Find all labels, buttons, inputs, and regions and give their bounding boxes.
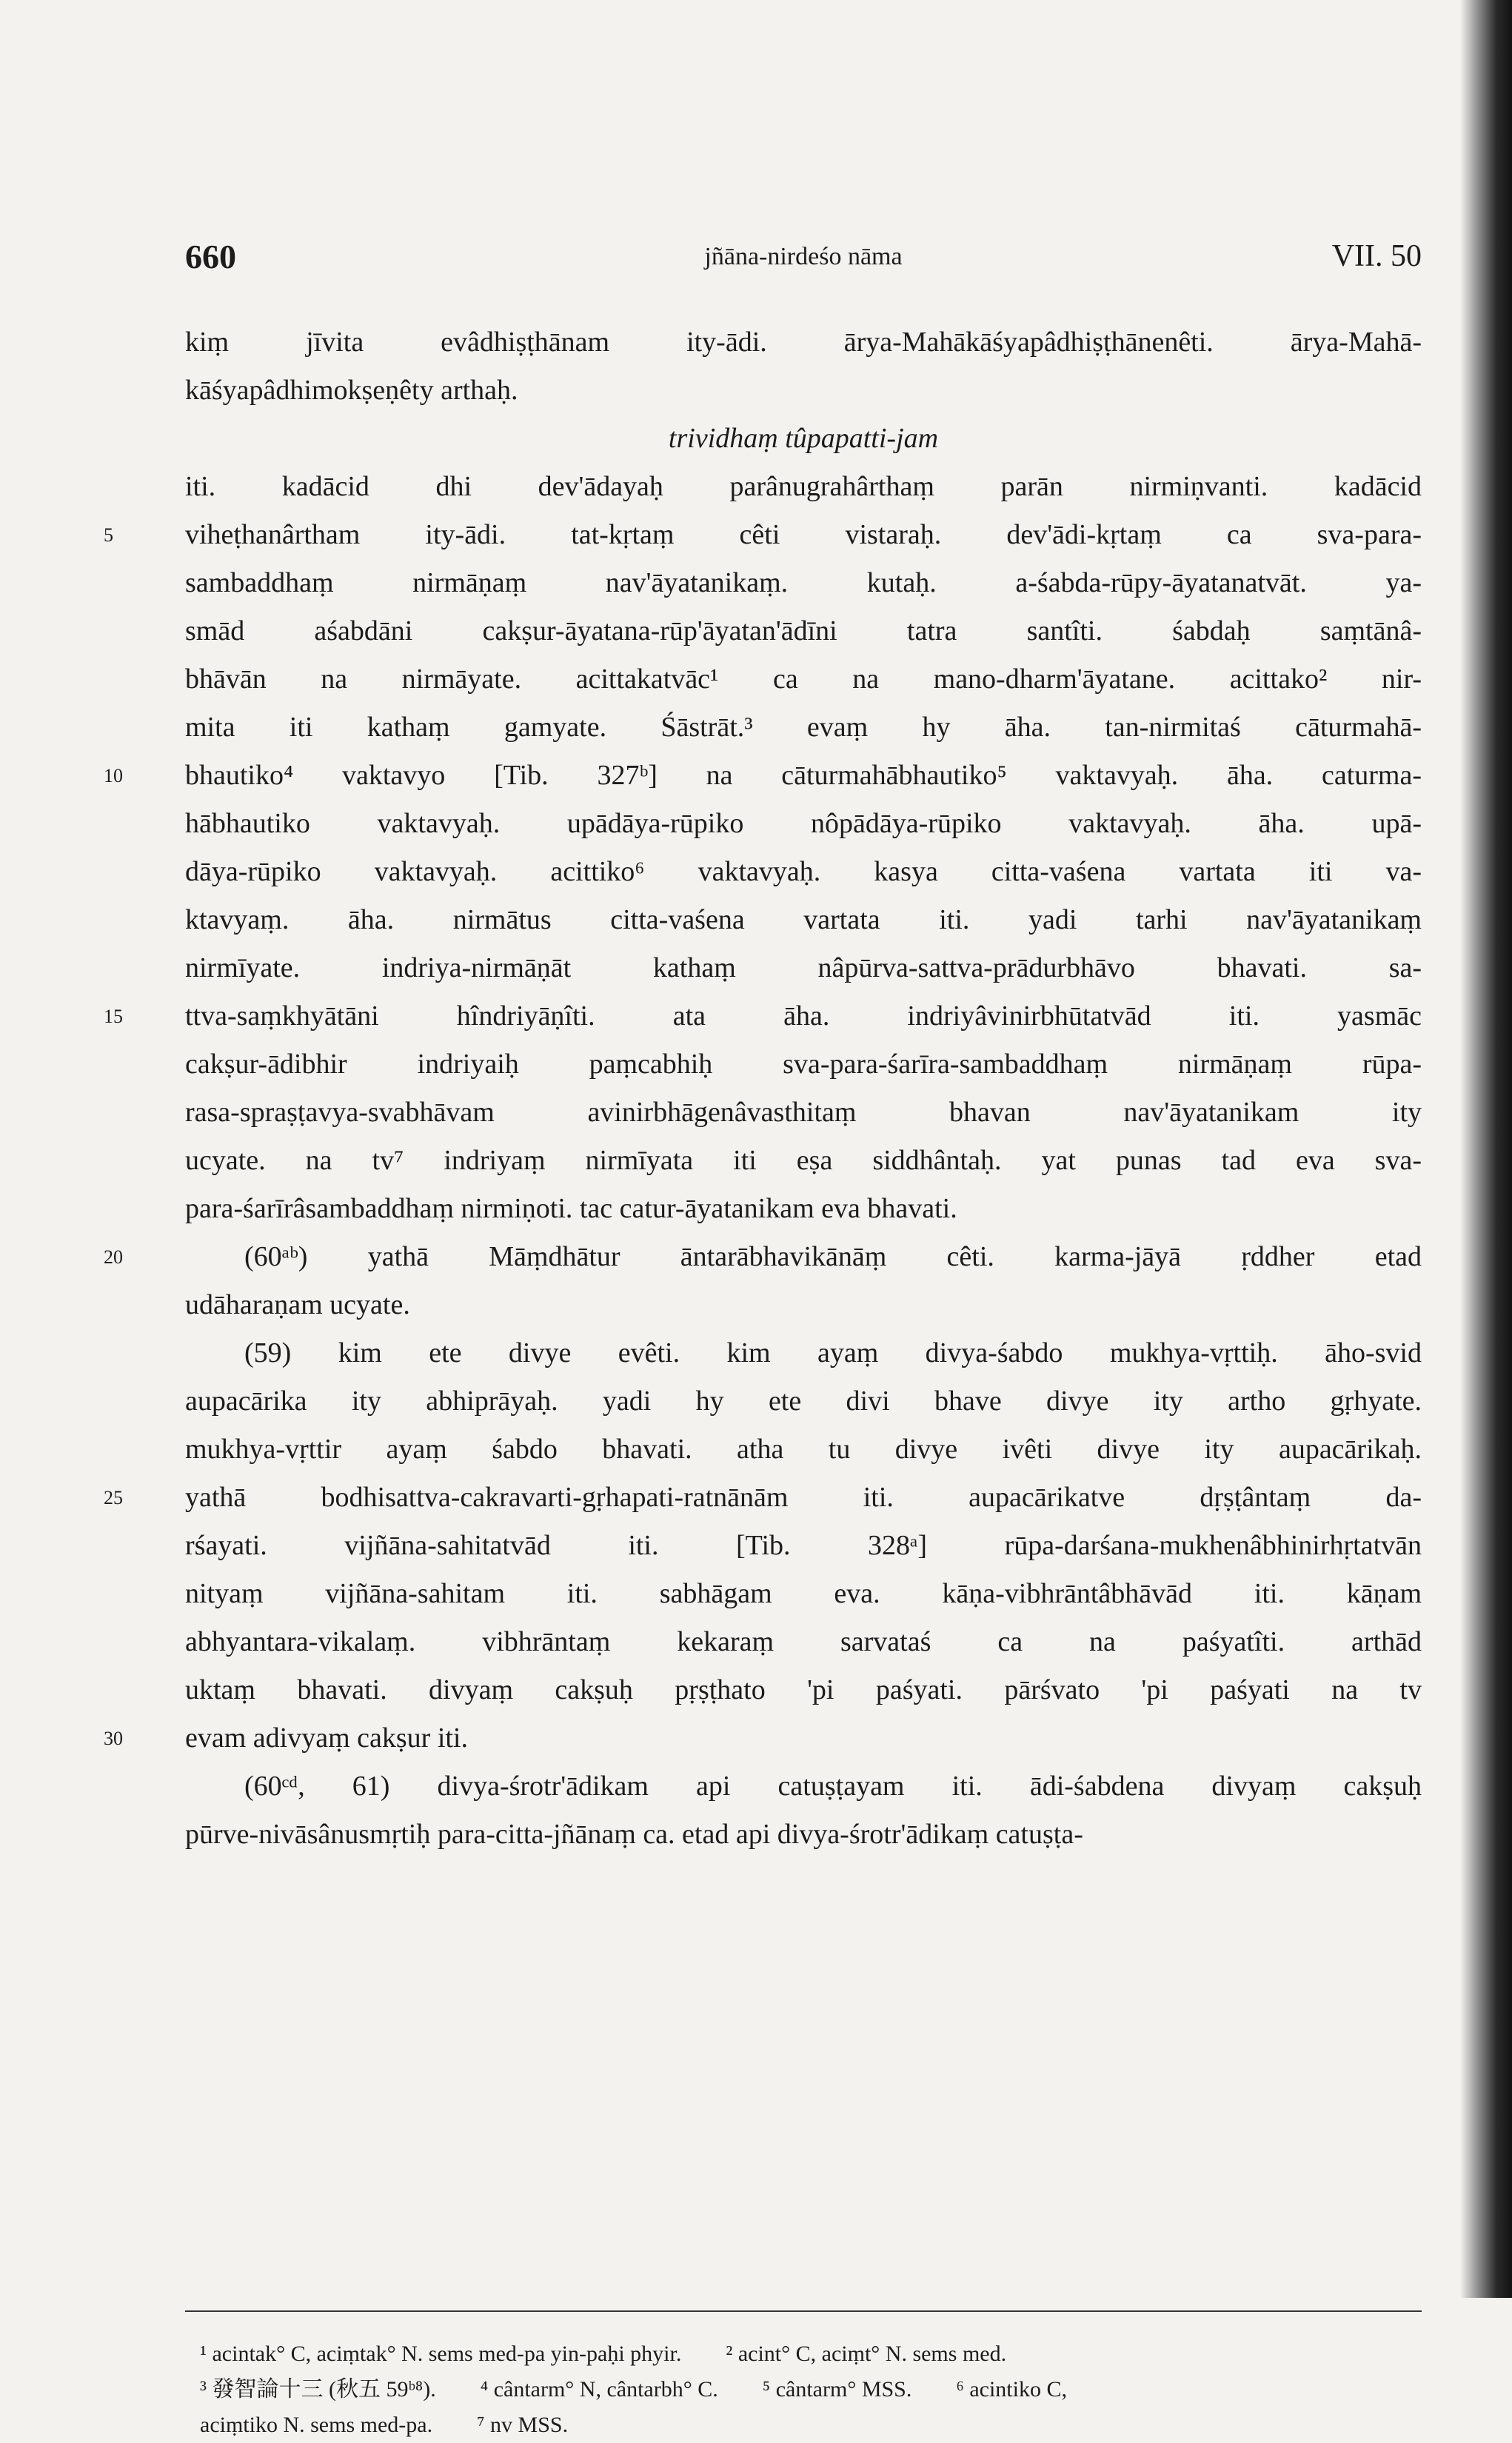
text-line xyxy=(104,1233,1422,1281)
footnote: ³ 發智論十三 (秋五 59ᵇ⁸). xyxy=(200,2377,436,2402)
line-text: sambaddhaṃ nirmāṇaṃ nav'āyatanikaṃ. kutaḥ. a-śabda-rūpy-āyatanatvāt. ya- xyxy=(185,567,1422,598)
main-text xyxy=(104,318,1422,1859)
text-line xyxy=(185,607,1422,655)
text-line xyxy=(185,704,1422,752)
line-text: abhyantara-vikalaṃ. vibhrāntaṃ kekaraṃ sarvataś ca na paśyatîti. arthād xyxy=(185,1626,1422,1657)
text-line xyxy=(185,1811,1422,1859)
text-line xyxy=(185,1377,1422,1426)
line-text: bhautiko⁴ vaktavyo [Tib. 327ᵇ] na cāturmahābhautiko⁵ vaktavyaḥ. āha. caturma- xyxy=(185,760,1422,791)
text-line xyxy=(185,1281,1422,1329)
line-text: para-śarīrâsambaddhaṃ nirmiṇoti. tac catur-āyatanikam eva bhavati. xyxy=(185,1193,957,1224)
text-line xyxy=(185,896,1422,944)
text-line xyxy=(185,1329,1422,1377)
footnote-row xyxy=(200,2336,1422,2372)
text-line xyxy=(104,1474,1422,1522)
text-line xyxy=(185,1618,1422,1666)
footnote: ⁷ nv MSS. xyxy=(477,2413,569,2437)
line-number: 20 xyxy=(104,1246,123,1268)
footnotes xyxy=(200,2336,1422,2443)
text-line xyxy=(185,559,1422,607)
line-text: cakṣur-ādibhir indriyaiḥ paṃcabhiḥ sva-para-śarīra-sambaddhaṃ nirmāṇaṃ rūpa- xyxy=(185,1049,1422,1080)
line-text: udāharaṇam ucyate. xyxy=(185,1289,410,1320)
line-text: pūrve-nivāsânusmṛtiḥ para-citta-jñānaṃ ca. etad api divya-śrotr'ādikaṃ catuṣṭa- xyxy=(185,1819,1083,1850)
line-text: aupacārika ity abhiprāyaḥ. yadi hy ete divi bhave divye ity artho gṛhyate. xyxy=(185,1386,1422,1417)
line-number: 5 xyxy=(104,524,113,546)
running-title: jñāna-nirdeśo nāma xyxy=(704,243,903,270)
line-text: evam adivyaṃ cakṣur iti. xyxy=(185,1722,468,1754)
footnote: ⁴ cântarm° N, cântarbh° C. xyxy=(480,2377,718,2402)
text-line xyxy=(104,1714,1422,1762)
line-text: (60ᵃᵇ) yathā Māṃdhātur āntarābhavikānāṃ cêti. karma-jāyā ṛddher etad xyxy=(244,1241,1422,1272)
footnote-row xyxy=(200,2407,1422,2443)
text-line xyxy=(185,655,1422,704)
line-text: hābhautiko vaktavyaḥ. upādāya-rūpiko nôpādāya-rūpiko vaktavyaḥ. āha. upā- xyxy=(185,808,1422,839)
text-line xyxy=(185,463,1422,511)
line-text: (60ᶜᵈ, 61) divya-śrotr'ādikam api catuṣṭayam iti. ādi-śabdena divyaṃ cakṣuḥ xyxy=(244,1771,1422,1802)
page-number: 660 xyxy=(185,238,236,275)
line-text: trividhaṃ tûpapatti-jam xyxy=(668,423,939,454)
line-number: 25 xyxy=(104,1487,123,1508)
line-number: 15 xyxy=(104,1006,123,1027)
line-text: mukhya-vṛttir ayaṃ śabdo bhavati. atha tu divye ivêti divye ity aupacārikaḥ. xyxy=(185,1434,1422,1465)
line-text: nityaṃ vijñāna-sahitam iti. sabhāgam eva. kāṇa-vibhrāntâbhāvād iti. kāṇam xyxy=(185,1578,1422,1609)
line-text: bhāvān na nirmāyate. acittakatvāc¹ ca na mano-dharm'āyatane. acittako² nir- xyxy=(185,664,1422,695)
text-line xyxy=(185,1040,1422,1089)
footnote: ⁶ acintiko C, xyxy=(956,2377,1067,2402)
line-text: (59) kim ete divye evêti. kim ayaṃ divya-śabdo mukhya-vṛttiḥ. āho-svid xyxy=(244,1337,1422,1368)
line-text: nirmīyate. indriya-nirmāṇāt kathaṃ nâpūrva-sattva-prādurbhāvo bhavati. sa- xyxy=(185,952,1422,983)
page-header xyxy=(185,237,1422,289)
footnote: aciṃtiko N. sems med-pa. xyxy=(200,2413,433,2437)
footnote: ⁵ cântarm° MSS. xyxy=(762,2377,912,2402)
text-line xyxy=(185,1666,1422,1714)
footnote: ² acint° C, aciṃt° N. sems med. xyxy=(726,2342,1007,2366)
line-text: dāya-rūpiko vaktavyaḥ. acittiko⁶ vaktavyaḥ. kasya citta-vaśena vartata iti va- xyxy=(185,856,1422,887)
text-line xyxy=(185,367,1422,415)
text-line xyxy=(185,1137,1422,1185)
line-text: rasa-spraṣṭavya-svabhāvam avinirbhāgenâvasthitaṃ bhavan nav'āyatanikam ity xyxy=(185,1097,1422,1128)
footnote-divider xyxy=(185,2310,1422,2312)
text-line xyxy=(185,1089,1422,1137)
footnote: ¹ acintak° C, aciṃtak° N. sems med-pa yin-paḥi phyir. xyxy=(200,2342,682,2366)
line-text: kiṃ jīvita evâdhiṣṭhānam ity-ādi. ārya-Mahākāśyapâdhiṣṭhānenêti. ārya-Mahā- xyxy=(185,327,1422,358)
text-line xyxy=(104,992,1422,1040)
line-text: uktaṃ bhavati. divyaṃ cakṣuḥ pṛṣṭhato 'pi paśyati. pārśvato 'pi paśyati na tv xyxy=(185,1674,1422,1705)
line-text: ktavyaṃ. āha. nirmātus citta-vaśena vartata iti. yadi tarhi nav'āyatanikaṃ xyxy=(185,904,1422,935)
text-line xyxy=(104,511,1422,559)
line-text: smād aśabdāni cakṣur-āyatana-rūp'āyatan'ādīni tatra santîti. śabdaḥ saṃtānâ- xyxy=(185,615,1422,646)
line-text: mita iti kathaṃ gamyate. Śāstrāt.³ evaṃ hy āha. tan-nirmitaś cāturmahā- xyxy=(185,712,1422,743)
text-line xyxy=(185,1570,1422,1618)
page-binding-edge xyxy=(1460,0,1512,2298)
line-text: kāśyapâdhimokṣeṇêty arthaḥ. xyxy=(185,375,518,406)
line-text: iti. kadācid dhi dev'ādayaḥ parânugrahârthaṃ parān nirmiṇvanti. kadācid xyxy=(185,471,1422,502)
section-reference: VII. 50 xyxy=(1331,239,1422,273)
line-text: yathā bodhisattva-cakravarti-gṛhapati-ratnānām iti. aupacārikatve dṛṣṭântaṃ da- xyxy=(185,1482,1422,1513)
text-line xyxy=(185,1426,1422,1474)
line-number: 10 xyxy=(104,765,123,786)
line-text: ttva-saṃkhyātāni hîndriyāṇîti. ata āha. indriyâvinirbhūtatvād iti. yasmāc xyxy=(185,1000,1422,1032)
text-line xyxy=(185,944,1422,992)
text-line xyxy=(185,848,1422,896)
text-line xyxy=(185,1522,1422,1570)
text-line xyxy=(185,1185,1422,1233)
line-text: viheṭhanârtham ity-ādi. tat-kṛtaṃ cêti vistaraḥ. dev'ādi-kṛtaṃ ca sva-para- xyxy=(185,519,1422,550)
text-line xyxy=(185,1762,1422,1811)
text-line xyxy=(185,800,1422,848)
line-text: rśayati. vijñāna-sahitatvād iti. [Tib. 328ᵃ] rūpa-darśana-mukhenâbhinirhṛtatvān xyxy=(185,1530,1422,1561)
text-line xyxy=(104,752,1422,800)
line-text: ucyate. na tv⁷ indriyaṃ nirmīyata iti eṣa siddhântaḥ. yat punas tad eva sva- xyxy=(185,1145,1422,1176)
footnote-row xyxy=(200,2372,1422,2407)
line-number: 30 xyxy=(104,1728,123,1749)
text-line xyxy=(185,415,1422,463)
text-line xyxy=(185,318,1422,367)
